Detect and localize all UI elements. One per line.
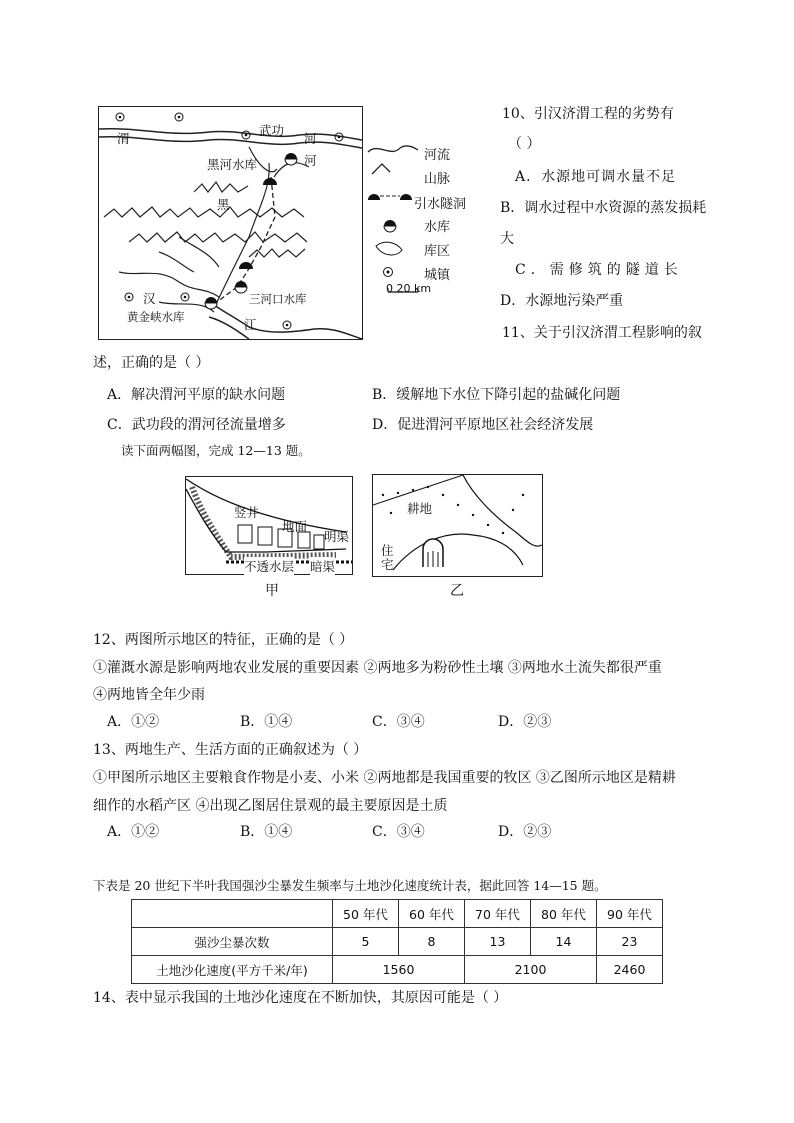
figure-yi — [372, 474, 543, 577]
table-header-cell — [132, 900, 333, 928]
q12-option-a: A．①② — [107, 714, 160, 730]
yi-label-house1: 住 — [381, 543, 394, 558]
legend-reservoir-area: 库区 — [424, 244, 451, 259]
map-label-he-small: 河 — [304, 153, 317, 168]
table-cell: 8 — [399, 928, 465, 956]
map-label-wei: 渭 — [117, 131, 130, 146]
q11-stem: 11、关于引汉济渭工程影响的叙 — [502, 325, 702, 341]
q12-option-c: C．③④ — [372, 714, 425, 730]
map-label-jiang: 江 — [244, 317, 257, 332]
table-header-row — [132, 900, 663, 928]
jia-label-canal: 明渠 — [324, 529, 350, 544]
q11-option-d: D．促进渭河平原地区社会经济发展 — [372, 417, 594, 433]
map-label-han: 汉 — [143, 291, 156, 306]
table-row-label: 强沙尘暴次数 — [132, 928, 333, 956]
q13-option-b: B．①④ — [240, 824, 293, 840]
sandstorm-table — [131, 899, 663, 984]
q12-statement-1: ①灌溉水源是影响两地农业发展的重要因素 ②两地多为粉砂性土壤 ③两地水土流失都很严重 — [93, 660, 662, 676]
q13-option-d: D．②③ — [498, 824, 552, 840]
water-diversion-map — [98, 106, 363, 340]
legend-tunnel: 引水隧洞 — [414, 197, 467, 212]
q12-option-b: B．①④ — [240, 714, 293, 730]
table-cell: 5 — [333, 928, 399, 956]
map-label-wugong: 武功 — [259, 123, 285, 138]
legend-symbols — [366, 140, 420, 305]
jia-label-culvert: 暗渠 — [310, 559, 336, 574]
q12-option-d: D．②③ — [498, 714, 552, 730]
map-label-huangjinxia: 黄金峡水库 — [127, 310, 185, 324]
q10-stem: 10、引汉济渭工程的劣势有 — [502, 106, 674, 122]
table-cell: 14 — [531, 928, 597, 956]
q11-option-b: B．缓解地下水位下降引起的盐碱化问题 — [372, 387, 621, 403]
table-header-cell: 70 年代 — [465, 900, 531, 928]
yi-label-house2: 宅 — [381, 557, 394, 572]
q13-statement-1: ①甲图所示地区主要粮食作物是小麦、小米 ②两地都是我国重要的牧区 ③乙图所示地区是精耕 — [93, 770, 676, 786]
map-label-heihe-reservoir: 黑河水库 — [207, 157, 258, 172]
table-header-cell: 80 年代 — [531, 900, 597, 928]
q10-option-b-cont: 大 — [500, 231, 514, 247]
q10-paren: （ ） — [508, 136, 541, 152]
map-label-he: 河 — [304, 131, 317, 146]
table-header-cell: 60 年代 — [399, 900, 465, 928]
map-label-sanhekou: 三河口水库 — [249, 292, 307, 306]
legend-river: 河流 — [424, 148, 451, 163]
table-cell: 2100 — [465, 956, 597, 984]
q10-option-c: C．需修筑的隧道长 — [515, 262, 683, 278]
q10-option-d: D．水源地污染严重 — [500, 293, 624, 309]
q12-stem: 12、两图所示地区的特征，正确的是（ ） — [93, 632, 354, 648]
q14-stem: 14、表中显示我国的土地沙化速度在不断加快，其原因可能是（ ） — [93, 990, 508, 1006]
legend-town: 城镇 — [424, 268, 451, 283]
q10-option-a: A．水源地可调水量不足 — [515, 169, 677, 185]
map-drawing — [99, 107, 362, 339]
q11-stem-cont: 述，正确的是（ ） — [93, 355, 210, 371]
map-label-hei: 黑 — [217, 197, 230, 212]
figure-yi-caption: 乙 — [450, 583, 464, 599]
legend-scale: 0 20 km — [386, 282, 432, 295]
table-header-cell: 50 年代 — [333, 900, 399, 928]
q13-option-a: A．①② — [107, 824, 160, 840]
table-row — [132, 956, 663, 984]
jia-label-shaft: 竖井 — [234, 505, 260, 520]
table-row-label: 土地沙化速度(平方千米/年) — [132, 956, 333, 984]
figure-jia — [185, 476, 353, 575]
intro-14-15: 下表是 20 世纪下半叶我国强沙尘暴发生频率与土地沙化速度统计表，据此回答 14—15 题。 — [93, 878, 607, 893]
table-cell: 23 — [597, 928, 663, 956]
table-cell: 1560 — [333, 956, 465, 984]
intro-12-13: 读下面两幅图，完成 12—13 题。 — [121, 443, 311, 458]
table-cell: 13 — [465, 928, 531, 956]
jia-label-layer: 不透水层 — [244, 559, 295, 574]
q12-statement-2: ④两地皆全年少雨 — [93, 687, 205, 703]
table-cell: 2460 — [597, 956, 663, 984]
q11-option-c: C．武功段的渭河径流量增多 — [107, 417, 286, 433]
legend-reservoir: 水库 — [424, 220, 451, 235]
q11-option-a: A．解决渭河平原的缺水问题 — [107, 387, 286, 403]
yi-label-field: 耕地 — [407, 501, 433, 516]
jia-label-ground: 地面 — [282, 519, 308, 534]
q13-statement-2: 细作的水稻产区 ④出现乙图居住景观的最主要原因是土质 — [93, 798, 448, 814]
q13-stem: 13、两地生产、生活方面的正确叙述为（ ） — [93, 742, 368, 758]
legend-mountain: 山脉 — [424, 172, 451, 187]
table-row — [132, 928, 663, 956]
figure-yi-drawing — [373, 475, 542, 576]
figure-jia-caption: 甲 — [265, 583, 279, 599]
table-header-cell: 90 年代 — [597, 900, 663, 928]
q13-option-c: C．③④ — [372, 824, 425, 840]
q10-option-b: B．调水过程中水资源的蒸发损耗 — [500, 200, 707, 216]
